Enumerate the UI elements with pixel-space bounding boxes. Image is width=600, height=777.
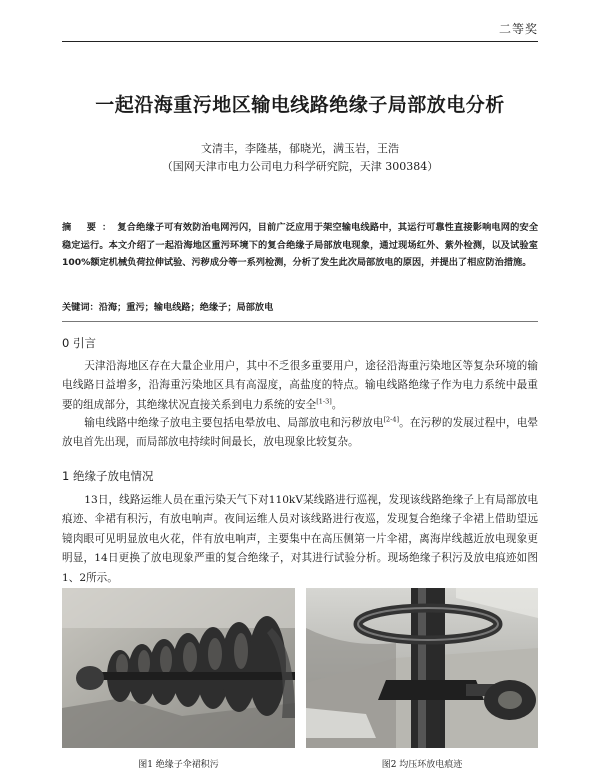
grading-ring-photo (306, 588, 538, 748)
abstract-text: 复合绝缘子可有效防治电网污闪，目前广泛应用于架空输电线路中，其运行可靠性直接影响电网的安全稳定运行。本文介绍了一起沿海地区重污环境下的复合绝缘子局部放电现象，通过现场红外、紫外检测，以及试验室100%额定机械负荷拉伸试验、污秽成分等一系列检测，分析了发生此次局部放电的原因，并提出了相应防治措施。 (62, 222, 539, 268)
figure-1-caption: 图1 绝缘子伞裙积污 (138, 760, 219, 770)
discharge-paragraph: 13日，线路运维人员在重污染天气下对110kV某线路进行巡视，发现该线路绝缘子上有局部放电痕迹、伞裙有积污，有放电响声。夜间运维人员对该线路进行夜巡，发现复合绝缘子伞裙上借助望远镜肉眼可见明显放电火花，伴有放电响声，主要集中在高压侧第一片伞裙，离海岸线越近放电现象更明显，14日更换了放电现象严重的复合绝缘子，对其进行试验分析。现场绝缘子积污及放电痕迹如图1、2所示。 (62, 494, 538, 584)
paper-title: 一起沿海重污地区输电线路绝缘子局部放电分析 (95, 94, 505, 116)
keywords-label: 关键词： (62, 302, 99, 313)
section-heading-discharge: 1 绝缘子放电情况 (62, 469, 154, 483)
keywords-text: 沿海；重污；输电线路；绝缘子；局部放电 (98, 302, 274, 313)
intro-paragraph-2-text: 输电线路中绝缘子放电主要包括电晕放电、局部放电和污秽放电 (84, 417, 384, 429)
intro-paragraph-1-text: 天津沿海地区存在大量企业用户，其中不乏很多重要用户，途径沿海重污染地区等复杂环境的输电线路日益增多，沿海重污染地区具有高湿度，高盐度的特点。输电线路绝缘子作为电力系统中最重要的组成部分，其绝缘状况直接关系到电力系统的安全 (62, 360, 538, 411)
figure-2-caption: 图2 均压环放电痕迹 (381, 760, 463, 770)
paper-affiliation: （国网天津市电力公司电力科学研究院，天津 300384） (161, 160, 439, 173)
award-label: 二等奖 (498, 22, 538, 36)
intro-paragraph-1-end: 。 (331, 398, 343, 411)
header-rule (62, 41, 538, 42)
citation-ref: [1-3] (316, 397, 332, 406)
abstract-label: 摘 要： (62, 222, 118, 233)
intro-paragraph-2-end: 。在污秽的发展过程中，电晕放电首先出现，而局部放电持续时间最长，放电现象比较复杂。 (62, 417, 539, 449)
keywords (62, 299, 538, 313)
abstract (62, 219, 538, 272)
figure-2-photo (306, 588, 538, 748)
abstract-rule (62, 321, 538, 322)
figure-1-photo (62, 588, 295, 748)
intro-paragraph-1 (62, 357, 538, 415)
section-heading-introduction: 0 引言 (62, 336, 96, 350)
insulator-photo (62, 588, 295, 748)
paper-authors: 文清丰，李隆基，郁晓光，满玉岩，王浩 (201, 142, 399, 155)
intro-paragraph-2 (62, 414, 538, 453)
citation-ref: [2-4] (383, 415, 400, 424)
